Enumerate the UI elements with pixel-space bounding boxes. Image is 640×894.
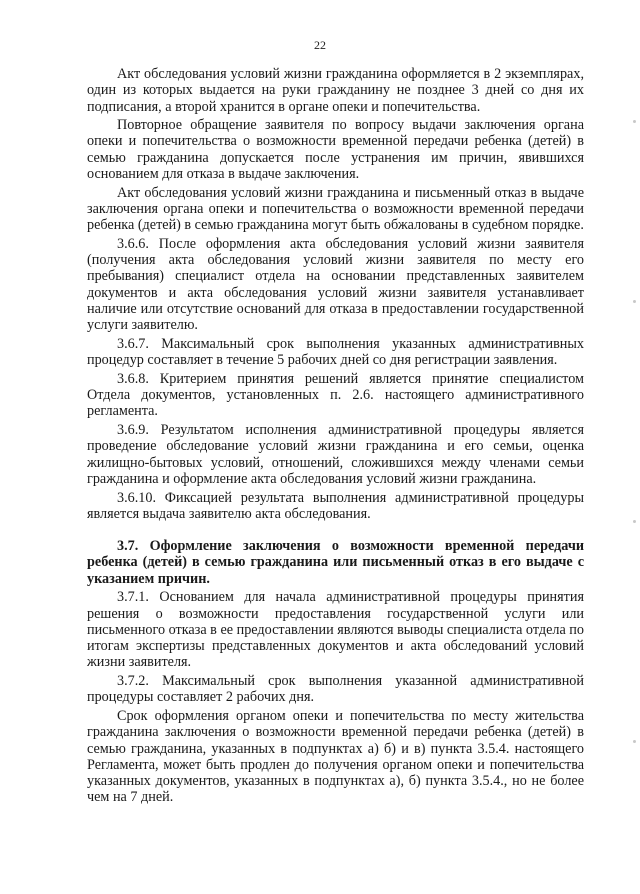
- scan-edge-mark: [633, 300, 636, 303]
- section-heading: 3.7. Оформление заключения о возможности временной передачи ребенка (детей) в семью гражданина или письменный отказ в его выдаче с указанием причин.: [87, 538, 584, 587]
- paragraph: 3.7.2. Максимальный срок выполнения указанной административной процедуры составляет 2 рабочих дня.: [87, 673, 584, 706]
- paragraph: 3.6.7. Максимальный срок выполнения указанных административных процедур составляет в течение 5 рабочих дней со дня регистрации заявления.: [87, 335, 584, 369]
- paragraph: 3.7.1. Основанием для начала административной процедуры принятия решения о возможности предоставления государственной услуги или письменного отказа в ее предоставлении являются выводы специалиста отдела по итогам экспертизы представленных документов и акта обследований условий жизни заявителя.: [87, 589, 584, 671]
- paragraph: 3.6.6. После оформления акта обследования условий жизни заявителя (получения акта обследования условий жизни заявителя по месту его пребывания) специалист отдела на основании представленных заявителем документов и акта обследования условий жизни заявителя устанавливает наличие или отсутствие оснований для отказа в предоставлении государственной услуги заявителю.: [87, 235, 584, 334]
- paragraph: Срок оформления органом опеки и попечительства по месту жительства гражданина заключения о возможности временной передачи ребенка (детей) в семью гражданина, указанных в подпунктах а) б) и в) пункта 3.5.4. настоящего Регламента, может быть продлен до получения органом опеки и попечительства указанных документов, указанных в подпунктах а), б) пункта 3.5.4., но не более чем на 7 дней.: [87, 707, 584, 806]
- scan-edge-mark: [633, 740, 636, 743]
- paragraph: Акт обследования условий жизни гражданина оформляется в 2 экземплярах, один из которых выдается на руки гражданину не позднее 3 дней со дня их подписания, а второй хранится в органе опеки и попечительства.: [87, 66, 584, 115]
- scan-edge-mark: [633, 120, 636, 123]
- document-body: [87, 66, 584, 808]
- scan-edge-mark: [633, 520, 636, 523]
- page-number: 22: [314, 38, 326, 52]
- paragraph: 3.6.10. Фиксацией результата выполнения административной процедуры является выдача заявителю акта обследования.: [87, 489, 584, 522]
- paragraph: Повторное обращение заявителя по вопросу выдачи заключения органа опеки и попечительства о возможности временной передачи ребенка (детей) в семью гражданина допускается после устранения им причин, явившихся основанием для отказа в выдаче заключения.: [87, 117, 584, 183]
- paragraph: Акт обследования условий жизни гражданина и письменный отказ в выдаче заключения органа опеки и попечительства о возможности временной передачи ребенка (детей) в семью гражданина могут быть обжалованы в судебном порядке.: [87, 184, 584, 234]
- paragraph: 3.6.8. Критерием принятия решений является принятие специалистом Отдела документов, установленных п. 2.6. настоящего административного регламента.: [87, 370, 584, 420]
- paragraph: 3.6.9. Результатом исполнения административной процедуры является проведение обследование условий жизни гражданина и его семьи, оценка жилищно-бытовых условий, отношений, сложившихся между членами семьи гражданина и оформление акта обследования условий жизни гражданина.: [87, 422, 584, 487]
